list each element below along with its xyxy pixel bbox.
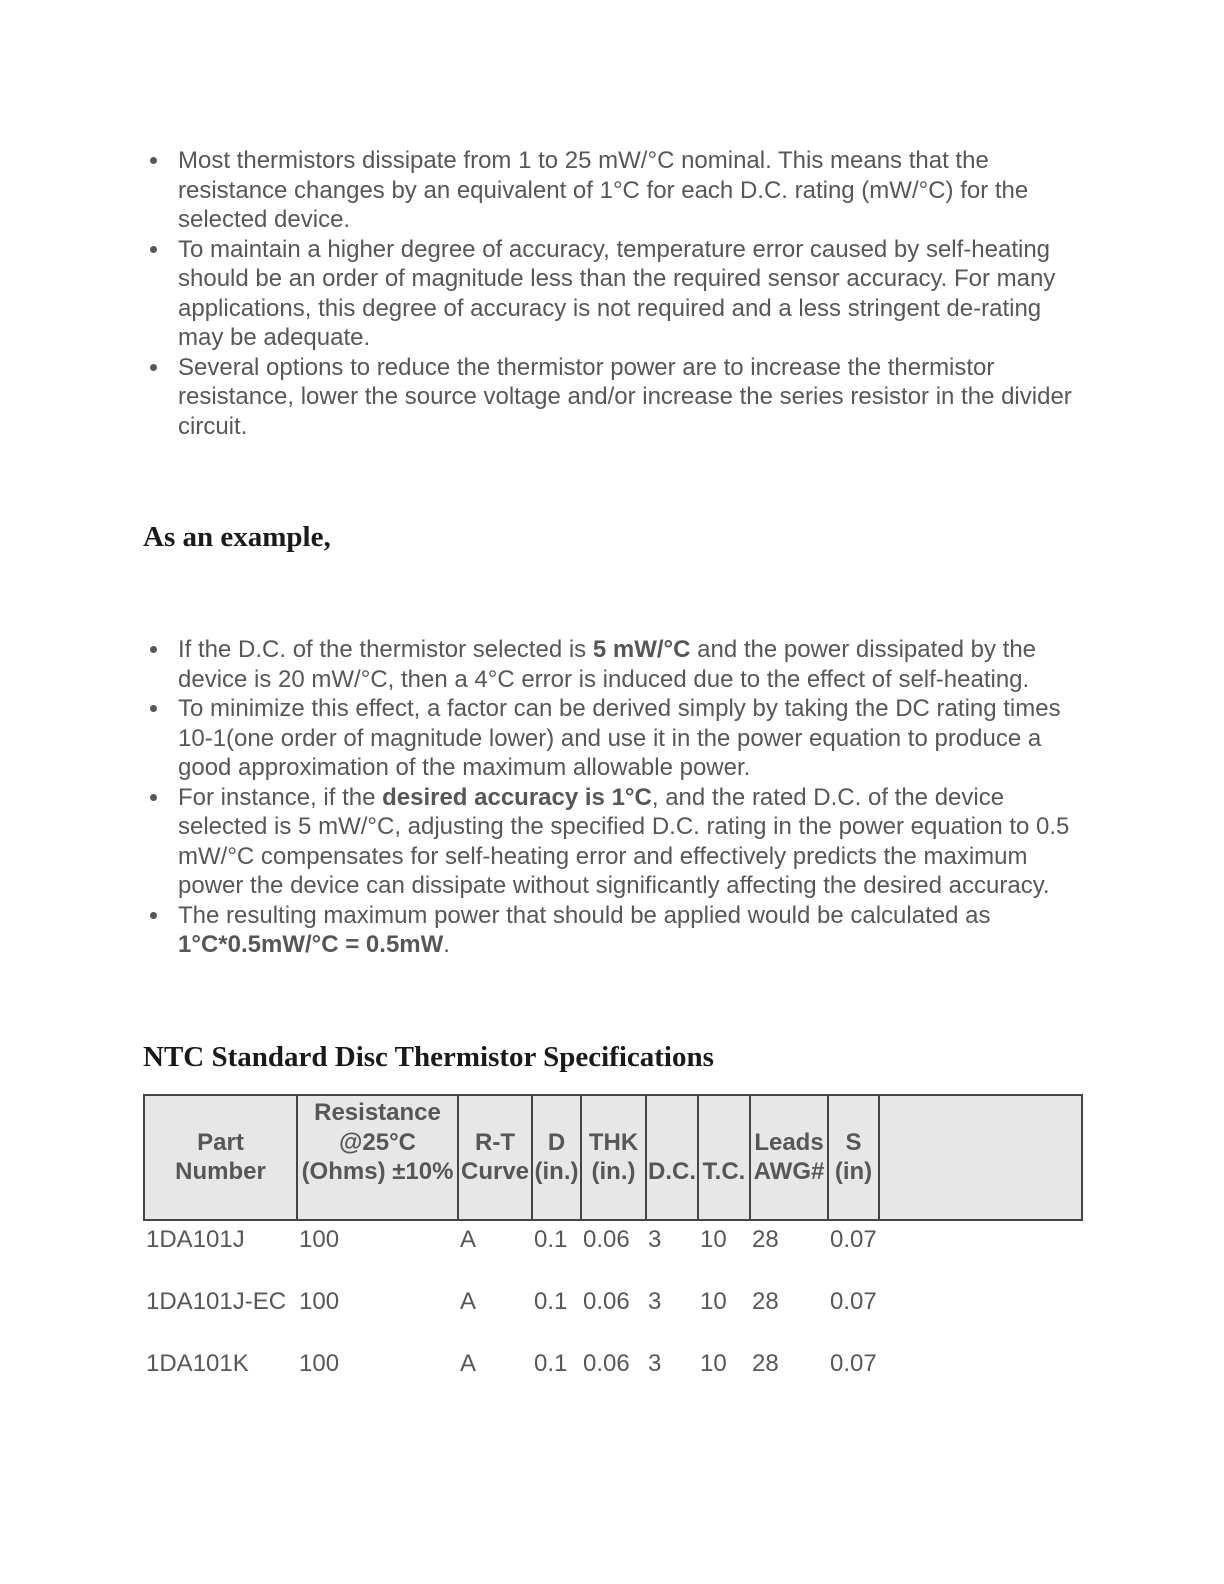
table-row: [144, 1220, 1082, 1283]
bullet-list-example: [150, 635, 1078, 960]
header-cell-part-number: Part Number: [144, 1095, 297, 1220]
bullet-dot-icon: [150, 353, 178, 383]
list-item: [150, 146, 1078, 235]
heading-ntc-specs: NTC Standard Disc Thermistor Specifications: [143, 1041, 714, 1073]
bullet-dot-icon: [150, 783, 178, 813]
bullet-text: [178, 635, 1078, 694]
cell-thk: 0.06: [583, 1225, 630, 1253]
cell-rt-curve: A: [460, 1225, 477, 1253]
header-cell-rt-curve: R-T Curve: [458, 1095, 532, 1220]
table-row: [144, 1345, 1082, 1407]
cell-part-number: 1DA101J: [146, 1225, 245, 1253]
spec-table: [143, 1094, 1083, 1407]
text-run-bold: desired accuracy is 1°C: [382, 783, 652, 811]
table-row: [144, 1283, 1082, 1345]
text-run: Several options to reduce the thermistor power are to increase the thermistor resistance, lower the source voltage and/or increase the series resistor in the divider circuit.: [178, 353, 1079, 440]
bullet-list-intro: [150, 146, 1078, 441]
cell-s: 0.07: [830, 1349, 877, 1377]
cell-leads-awg: 28: [752, 1349, 779, 1377]
cell-blank: [879, 1220, 1082, 1283]
text-run-bold: 1°C*0.5mW/°C = 0.5mW: [178, 931, 444, 958]
cell-rt-curve: A: [460, 1287, 477, 1315]
header-cell-blank: [879, 1095, 1082, 1220]
cell-resistance: 100: [299, 1225, 340, 1253]
table-header-row: [144, 1095, 1082, 1220]
cell-d: 0.1: [534, 1287, 568, 1315]
list-item: [150, 635, 1078, 694]
cell-d: 0.1: [534, 1225, 568, 1253]
bullet-dot-icon: [150, 635, 178, 665]
cell-tc: 10: [700, 1225, 727, 1253]
cell-rt-curve: A: [460, 1349, 477, 1377]
bullet-dot-icon: [150, 694, 178, 724]
cell-s: 0.07: [830, 1225, 877, 1253]
list-item: [150, 694, 1078, 783]
cell-resistance: 100: [299, 1349, 340, 1377]
text-run: Most thermistors dissipate from 1 to 25 mW/°C nominal. This means that the resistance changes by an equivalent of 1°C for each D.C. rating (mW/°C) for the selected device.: [178, 147, 1035, 233]
bullet-dot-icon: [150, 235, 178, 265]
cell-dc: 3: [648, 1225, 662, 1253]
text-run: For instance, if the: [178, 783, 383, 811]
cell-d: 0.1: [534, 1349, 568, 1377]
text-run: To maintain a higher degree of accuracy, temperature error caused by self-heating should be an order of magnitude less than the required sensor accuracy. For many applications, this degree of accuracy is not required and a less stringent de-rating may be adequate.: [178, 235, 1063, 351]
list-item: [150, 235, 1078, 353]
bullet-text: [178, 353, 1078, 442]
text-run-bold: 5 mW/°C: [592, 636, 691, 663]
bullet-dot-icon: [150, 146, 178, 176]
header-cell-leads-awg: Leads AWG#: [750, 1095, 828, 1220]
bullet-text: [178, 901, 1078, 960]
header-cell-thk: THK (in.): [581, 1095, 646, 1220]
cell-leads-awg: 28: [752, 1287, 779, 1315]
cell-thk: 0.06: [583, 1349, 630, 1377]
bullet-text: [178, 235, 1078, 353]
cell-thk: 0.06: [583, 1287, 630, 1315]
cell-part-number: 1DA101J-EC: [146, 1287, 287, 1315]
text-run: To minimize this effect, a factor can be derived simply by taking the DC rating times 10-1(one order of magnitude lower) and use it in the power equation to produce a good approximation of the maximum allowable power.: [178, 695, 1068, 781]
text-run: .: [443, 931, 450, 958]
cell-resistance: 100: [299, 1287, 340, 1315]
text-run: and the power dissipated by the device is 20 mW/°C, then a 4°C error is induced due to the effect of self-heating.: [178, 636, 1043, 693]
bullet-text: [178, 146, 1078, 235]
header-cell-resistance: Resistance @25°C (Ohms) ±10%: [297, 1095, 458, 1220]
cell-part-number: 1DA101K: [146, 1349, 249, 1377]
header-cell-tc: T.C.: [698, 1095, 750, 1220]
header-cell-s: S (in): [828, 1095, 879, 1220]
header-cell-d: D (in.): [532, 1095, 581, 1220]
list-item: [150, 783, 1078, 901]
list-item: [150, 353, 1078, 442]
cell-s: 0.07: [830, 1287, 877, 1315]
cell-dc: 3: [648, 1287, 662, 1315]
cell-leads-awg: 28: [752, 1225, 779, 1253]
text-run: The resulting maximum power that should be applied would be calculated as: [178, 901, 998, 929]
header-cell-dc: D.C.: [646, 1095, 698, 1220]
heading-as-an-example: As an example,: [143, 521, 331, 553]
cell-dc: 3: [648, 1349, 662, 1377]
bullet-dot-icon: [150, 901, 178, 931]
bullet-text: [178, 783, 1078, 901]
bullet-text: [178, 694, 1078, 783]
text-run: , and the rated D.C. of the device selected is 5 mW/°C, adjusting the specified D.C. rating in the power equation to 0.5 mW/°C compensates for self-heating error and effectively predicts the maximum power the device can dissipate without significantly affecting the desired accuracy.: [178, 783, 1077, 899]
cell-blank: [879, 1283, 1082, 1345]
cell-tc: 10: [700, 1349, 727, 1377]
list-item: [150, 901, 1078, 960]
text-run: If the D.C. of the thermistor selected is: [178, 636, 593, 663]
cell-tc: 10: [700, 1287, 727, 1315]
cell-blank: [879, 1345, 1082, 1407]
